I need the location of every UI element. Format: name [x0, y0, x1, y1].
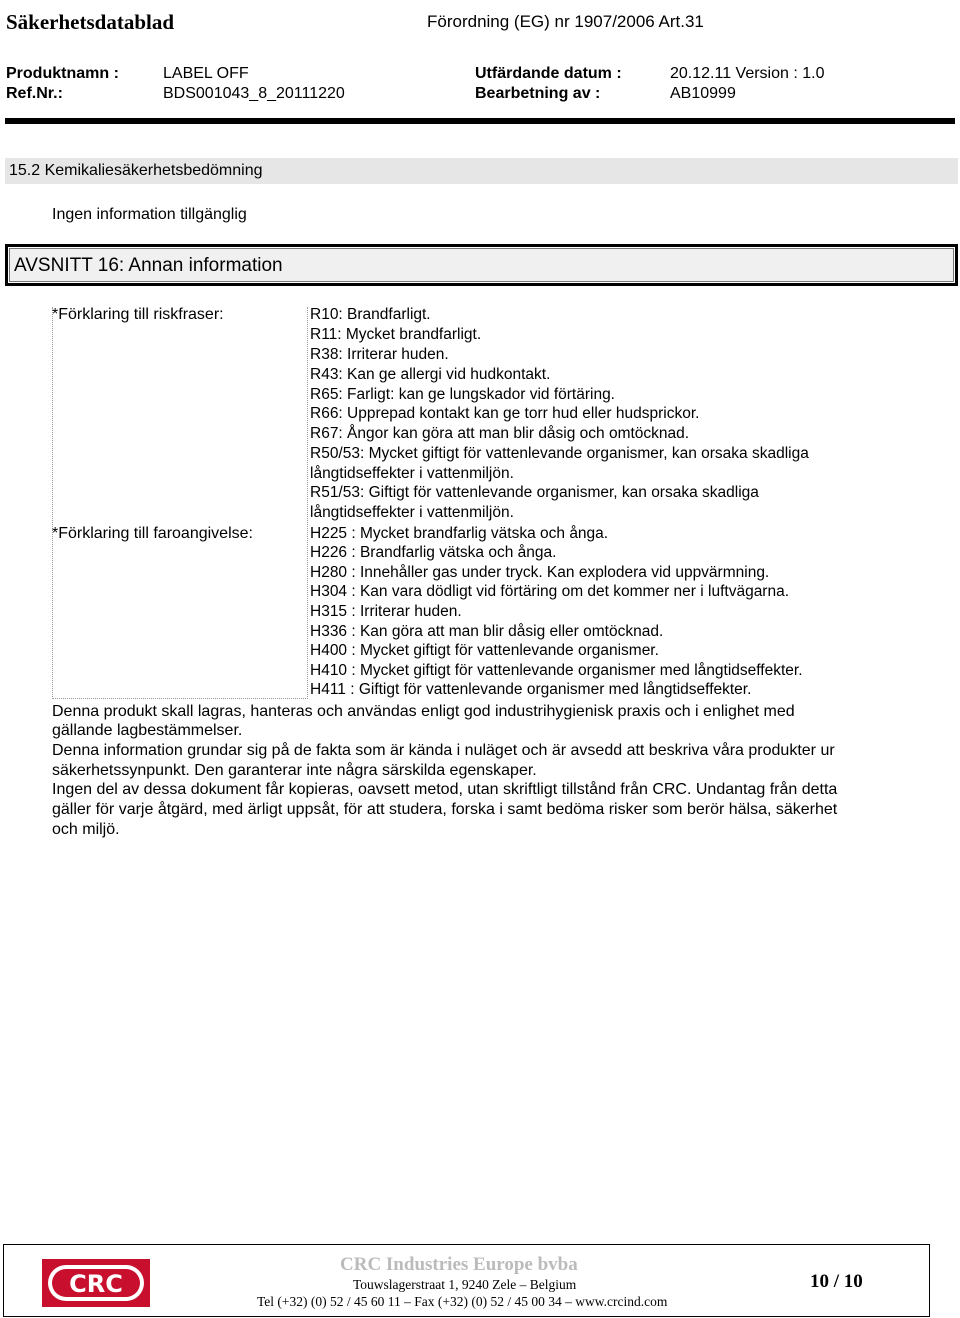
hazard-statement-line: H315 : Irriterar huden. [310, 603, 462, 620]
editor-value: AB10999 [670, 85, 736, 102]
hazard-statement-line: H411 : Giftigt för vattenlevande organismer med långtidseffekter. [310, 681, 752, 698]
risk-phrase-line: R11: Mycket brandfarligt. [310, 326, 482, 343]
disclaimer-line: Ingen del av dessa dokument får kopieras, oavsett metod, utan skriftligt tillstånd från CRC. Undantag från detta [52, 781, 838, 798]
disclaimer-line: Denna information grundar sig på de fakta som är kända i nuläget och är avsedd att beskriva våra produkter ur [52, 742, 835, 759]
page-footer [3, 1244, 930, 1317]
issue-date-label: Utfärdande datum : [475, 65, 622, 82]
company-address: Touwslagerstraat 1, 9240 Zele – Belgium [353, 1277, 577, 1292]
company-contact: Tel (+32) (0) 52 / 45 60 11 – Fax (+32) (0) 52 / 45 00 34 – www.crcind.com [257, 1294, 668, 1309]
risk-phrase-line: R51/53: Giftigt för vattenlevande organismer, kan orsaka skadliga [310, 484, 759, 501]
product-name-label: Produktnamn : [6, 65, 119, 82]
section-15-2-header [5, 158, 958, 184]
crc-logo [42, 1259, 150, 1307]
disclaimer-line: Denna produkt skall lagras, hanteras och användas enligt god industrihygienisk praxis och i enlighet med [52, 703, 795, 720]
legend-label-column [52, 307, 308, 699]
hazard-statement-line: H410 : Mycket giftigt för vattenlevande organismer med långtidseffekter. [310, 662, 803, 679]
disclaimer-line: gäller för varje åtgärd, med ärligt uppsåt, för att studera, forska i samt bedöma risker som berör hälsa, säkerhet [52, 801, 838, 818]
editor-label: Bearbetning av : [475, 85, 601, 102]
hazard-statement-line: H226 : Brandfarlig vätska och ånga. [310, 544, 557, 561]
section-15-2-heading: 15.2 Kemikaliesäkerhetsbedömning [9, 162, 263, 179]
risk-phrase-line: R66: Upprepad kontakt kan ge torr hud eller hudsprickor. [310, 405, 700, 422]
hazard-statement-line: H225 : Mycket brandfarlig vätska och ånga. [310, 525, 609, 542]
page-number: 10 / 10 [810, 1271, 863, 1292]
section-15-2-text: Ingen information tillgänglig [52, 206, 247, 223]
company-name: CRC Industries Europe bvba [340, 1254, 578, 1275]
issue-date-value: 20.12.11 Version : 1.0 [670, 65, 825, 82]
ref-number-value: BDS001043_8_20111220 [163, 85, 345, 102]
logo-text: CRC [69, 1270, 123, 1298]
document-title: Säkerhetsdatablad [6, 10, 175, 34]
disclaimer-line: och miljö. [52, 821, 120, 838]
product-name-value: LABEL OFF [163, 65, 249, 82]
disclaimer-line: gällande lagbestämmelser. [52, 722, 243, 739]
risk-phrase-line: R38: Irriterar huden. [310, 346, 449, 363]
risk-phrases-label: *Förklaring till riskfraser: [52, 306, 224, 323]
risk-phrase-line: långtidseffekter i vattenmiljön. [310, 504, 514, 521]
risk-phrase-line: långtidseffekter i vattenmiljön. [310, 465, 514, 482]
risk-phrase-line: R43: Kan ge allergi vid hudkontakt. [310, 366, 551, 383]
risk-phrase-line: R10: Brandfarligt. [310, 306, 431, 323]
hazard-statement-line: H400 : Mycket giftigt för vattenlevande organismer. [310, 642, 659, 659]
risk-phrase-line: R67: Ångor kan göra att man blir dåsig och omtöcknad. [310, 425, 690, 442]
section-16-heading: AVSNITT 16: Annan information [14, 255, 283, 276]
hazard-statement-line: H336 : Kan göra att man blir dåsig eller omtöcknad. [310, 623, 664, 640]
disclaimer-line: säkerhetssynpunkt. Den garanterar inte några särskilda egenskaper. [52, 762, 537, 779]
header-divider [5, 118, 955, 124]
regulation-reference: Förordning (EG) nr 1907/2006 Art.31 [427, 12, 704, 31]
risk-phrase-line: R65: Farligt: kan ge lungskador vid förtäring. [310, 386, 615, 403]
hazard-statement-line: H280 : Innehåller gas under tryck. Kan explodera vid uppvärmning. [310, 564, 770, 581]
risk-phrase-line: R50/53: Mycket giftigt för vattenlevande organismer, kan orsaka skadliga [310, 445, 809, 462]
hazard-statement-line: H304 : Kan vara dödligt vid förtäring om det kommer ner i luftvägarna. [310, 583, 790, 600]
hazard-statements-label: *Förklaring till faroangivelse: [52, 525, 253, 542]
ref-number-label: Ref.Nr.: [6, 85, 63, 102]
section-16-header [5, 244, 958, 286]
